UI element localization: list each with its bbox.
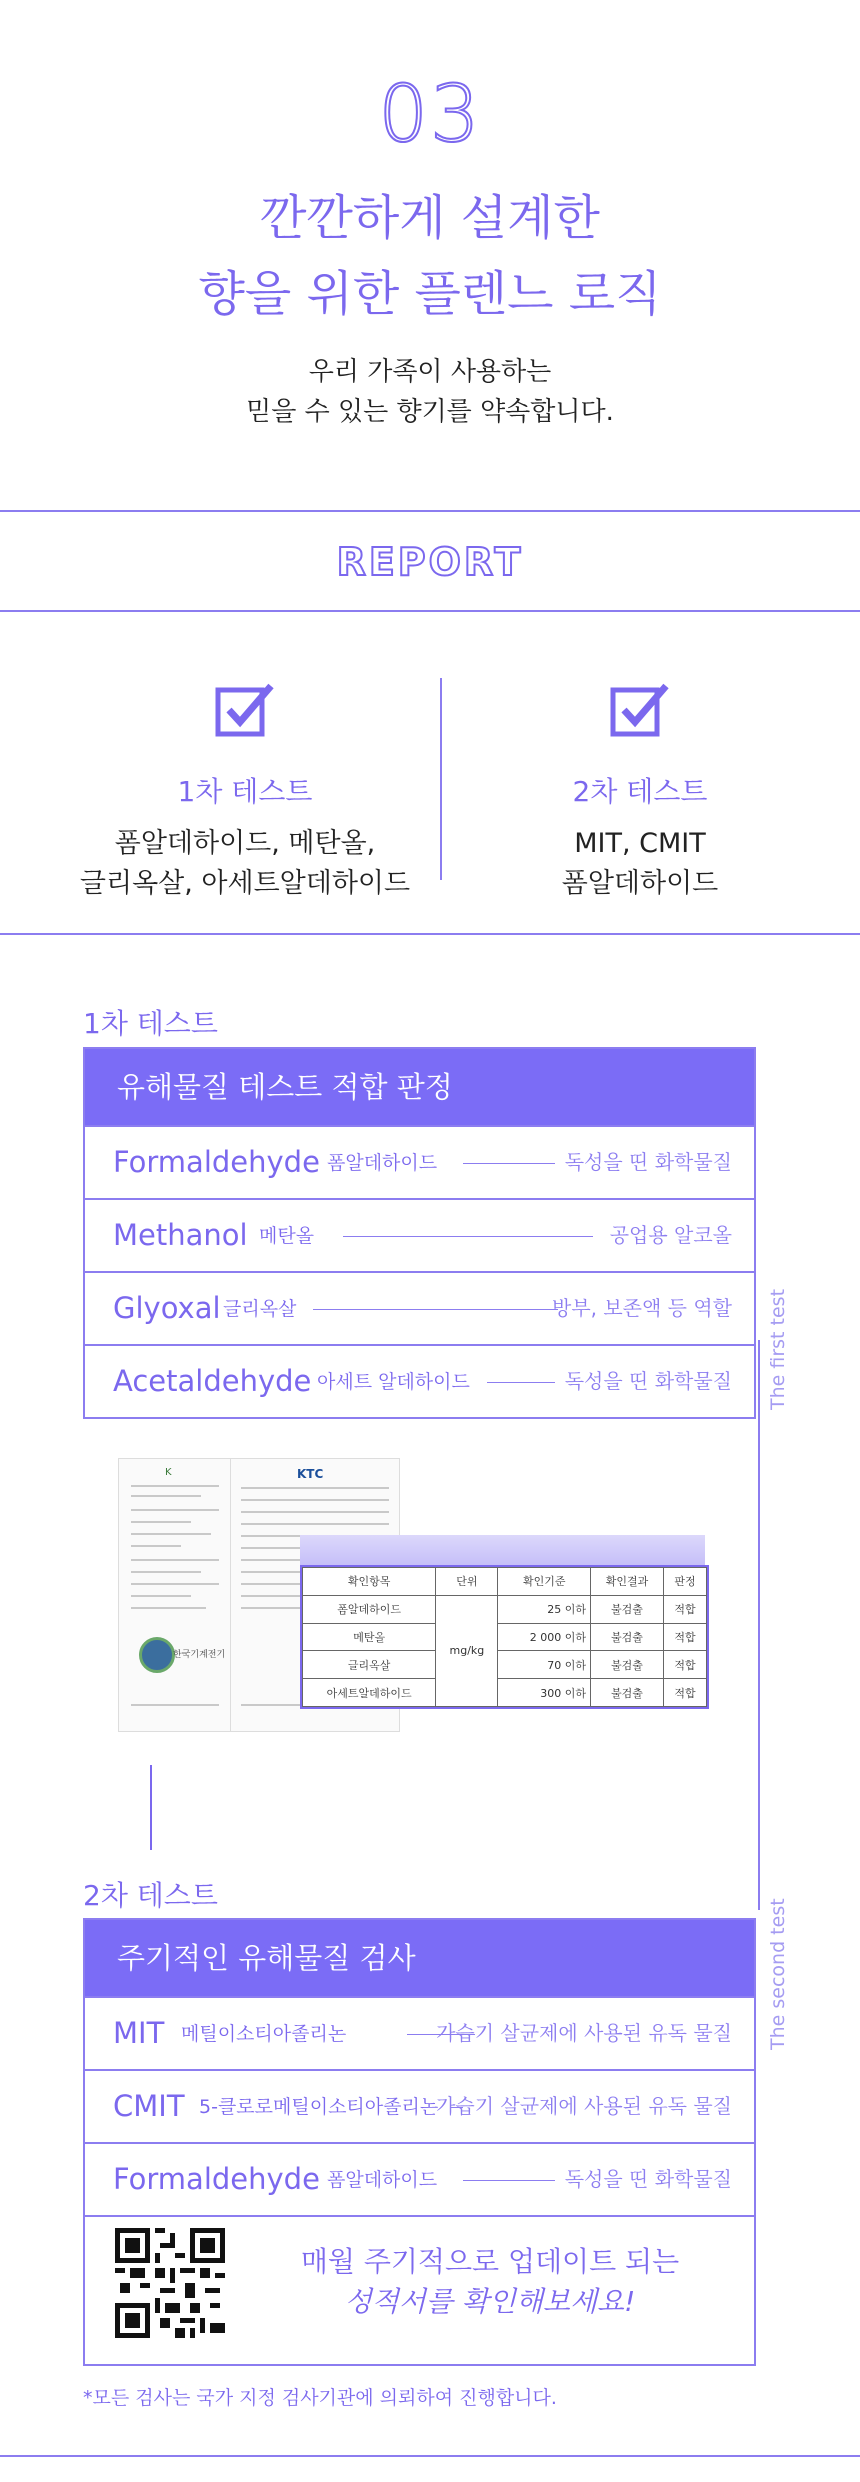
substance-ko: 아세트 알데하이드 [317, 1371, 470, 1393]
second-test-label: 2차 테스트 [83, 1879, 218, 1912]
first-test-side-label: The first test [767, 1288, 789, 1410]
qr-caption [250, 2242, 730, 2322]
table-row [85, 1125, 754, 1198]
result-header: 확인항목 [303, 1568, 436, 1596]
table-row [85, 1198, 754, 1271]
result-standard: 2 000 이하 [498, 1623, 591, 1651]
test-overview-desc [30, 824, 460, 904]
report-label: REPORT [336, 540, 524, 584]
subtext-line-2: 믿을 수 있는 향기를 약속합니다. [246, 397, 614, 427]
doc-org-name: 한국기계전기 [173, 1650, 226, 1660]
table-row [85, 2069, 754, 2142]
second-test-table-title: 주기적인 유해물질 검사 [85, 1920, 754, 1996]
subtext-line-1: 우리 가족이 사용하는 [308, 357, 552, 387]
test-overview-title: 1차 테스트 [177, 775, 313, 808]
substance-note: 독성을 띤 화학물질 [564, 2167, 732, 2191]
result-value: 불검출 [590, 1651, 663, 1679]
ktc-logo: KTC [297, 1467, 324, 1481]
table-row [85, 2142, 754, 2215]
doc-logo-icon: K [165, 1467, 172, 1478]
footnote: *모든 검사는 국가 지정 검사기관에 의뢰하여 진행합니다. [83, 2387, 557, 2409]
row-dash [313, 1309, 558, 1310]
zoom-callout-band [300, 1535, 705, 1567]
substance-note: 방부, 보존액 등 역할 [552, 1296, 732, 1320]
page-subtext [0, 352, 860, 432]
result-verdict: 적합 [664, 1595, 707, 1623]
substance-en: Methanol [113, 1218, 248, 1252]
divider-overview-bottom [0, 933, 860, 935]
result-unit: mg/kg [436, 1595, 498, 1706]
substance-en: Glyoxal [113, 1291, 221, 1325]
table-row [85, 1996, 754, 2069]
certification-seal-icon [139, 1637, 175, 1673]
row-dash [463, 1163, 555, 1164]
substance-ko: 글리옥살 [223, 1298, 297, 1320]
test-overview-desc-line: 폼알데하이드, 메탄올, [114, 828, 376, 859]
substance-ko: 메틸이소티아졸리논 [181, 2023, 347, 2045]
substance-ko: 5-클로로메틸이소티아졸리논 [199, 2096, 439, 2118]
result-item: 글리옥살 [303, 1651, 436, 1679]
result-header: 단위 [436, 1568, 498, 1596]
substance-en: CMIT [113, 2089, 185, 2123]
substance-en: Acetaldehyde [113, 1364, 312, 1398]
test-overview-1 [30, 680, 460, 904]
qr-caption-line: 매월 주기적으로 업데이트 되는 [300, 2245, 680, 2278]
result-standard: 25 이하 [498, 1595, 591, 1623]
row-dash [343, 1236, 593, 1237]
row-dash [463, 2180, 555, 2181]
test-overview-desc-line: MIT, CMIT [574, 828, 706, 859]
table-row [85, 1344, 754, 1417]
result-table [300, 1565, 709, 1709]
divider-footer [0, 2455, 860, 2457]
result-item: 아세트알데하이드 [303, 1679, 436, 1707]
substance-ko: 메탄올 [259, 1225, 315, 1247]
test-overview-desc [425, 824, 855, 904]
side-line [758, 1340, 760, 1910]
result-header: 판정 [664, 1568, 707, 1596]
first-test-table-title: 유해물질 테스트 적합 판정 [85, 1049, 754, 1125]
test-overview-desc-line: 글리옥살, 아세트알데하이드 [79, 868, 411, 899]
result-standard: 70 이하 [498, 1651, 591, 1679]
qr-code-icon[interactable] [115, 2228, 225, 2338]
checkbox-icon [610, 680, 670, 740]
result-standard: 300 이하 [498, 1679, 591, 1707]
first-test-label: 1차 테스트 [83, 1007, 218, 1040]
result-item: 폼알데하이드 [303, 1595, 436, 1623]
substance-en: Formaldehyde [113, 2162, 320, 2196]
connector-line [150, 1765, 152, 1850]
table-row [85, 1271, 754, 1344]
result-header: 확인결과 [590, 1568, 663, 1596]
substance-note: 가습기 살균제에 사용된 유독 물질 [436, 2021, 732, 2045]
qr-caption-line: 성적서를 확인해보세요! [344, 2285, 636, 2318]
section-number: 03 [378, 70, 482, 160]
result-verdict: 적합 [664, 1679, 707, 1707]
result-value: 불검출 [590, 1595, 663, 1623]
substance-en: MIT [113, 2016, 165, 2050]
substance-note: 가습기 살균제에 사용된 유독 물질 [436, 2094, 732, 2118]
substance-ko: 폼알데하이드 [327, 1152, 438, 1174]
checkbox-icon [215, 680, 275, 740]
result-item: 메탄올 [303, 1623, 436, 1651]
row-dash [487, 1382, 555, 1383]
first-test-table [83, 1047, 756, 1419]
substance-note: 독성을 띤 화학물질 [564, 1369, 732, 1393]
test-overview-2 [425, 680, 855, 904]
divider-top [0, 510, 860, 512]
test-overview-title: 2차 테스트 [572, 775, 708, 808]
divider-bottom [0, 610, 860, 612]
second-test-side-label: The second test [767, 1898, 789, 2050]
substance-note: 공업용 알코올 [609, 1223, 732, 1247]
headline-line-1: 깐깐하게 설계한 [260, 190, 600, 246]
result-header: 확인기준 [498, 1568, 591, 1596]
result-verdict: 적합 [664, 1623, 707, 1651]
result-value: 불검출 [590, 1679, 663, 1707]
test-overview-desc-line: 폼알데하이드 [561, 868, 719, 899]
substance-en: Formaldehyde [113, 1145, 320, 1179]
result-value: 불검출 [590, 1623, 663, 1651]
report-document-page-1 [118, 1458, 232, 1732]
headline-line-2: 향을 위한 플렌느 로직 [198, 266, 662, 322]
page-headline [0, 180, 860, 332]
substance-note: 독성을 띤 화학물질 [564, 1150, 732, 1174]
substance-ko: 폼알데하이드 [327, 2169, 438, 2191]
result-verdict: 적합 [664, 1651, 707, 1679]
